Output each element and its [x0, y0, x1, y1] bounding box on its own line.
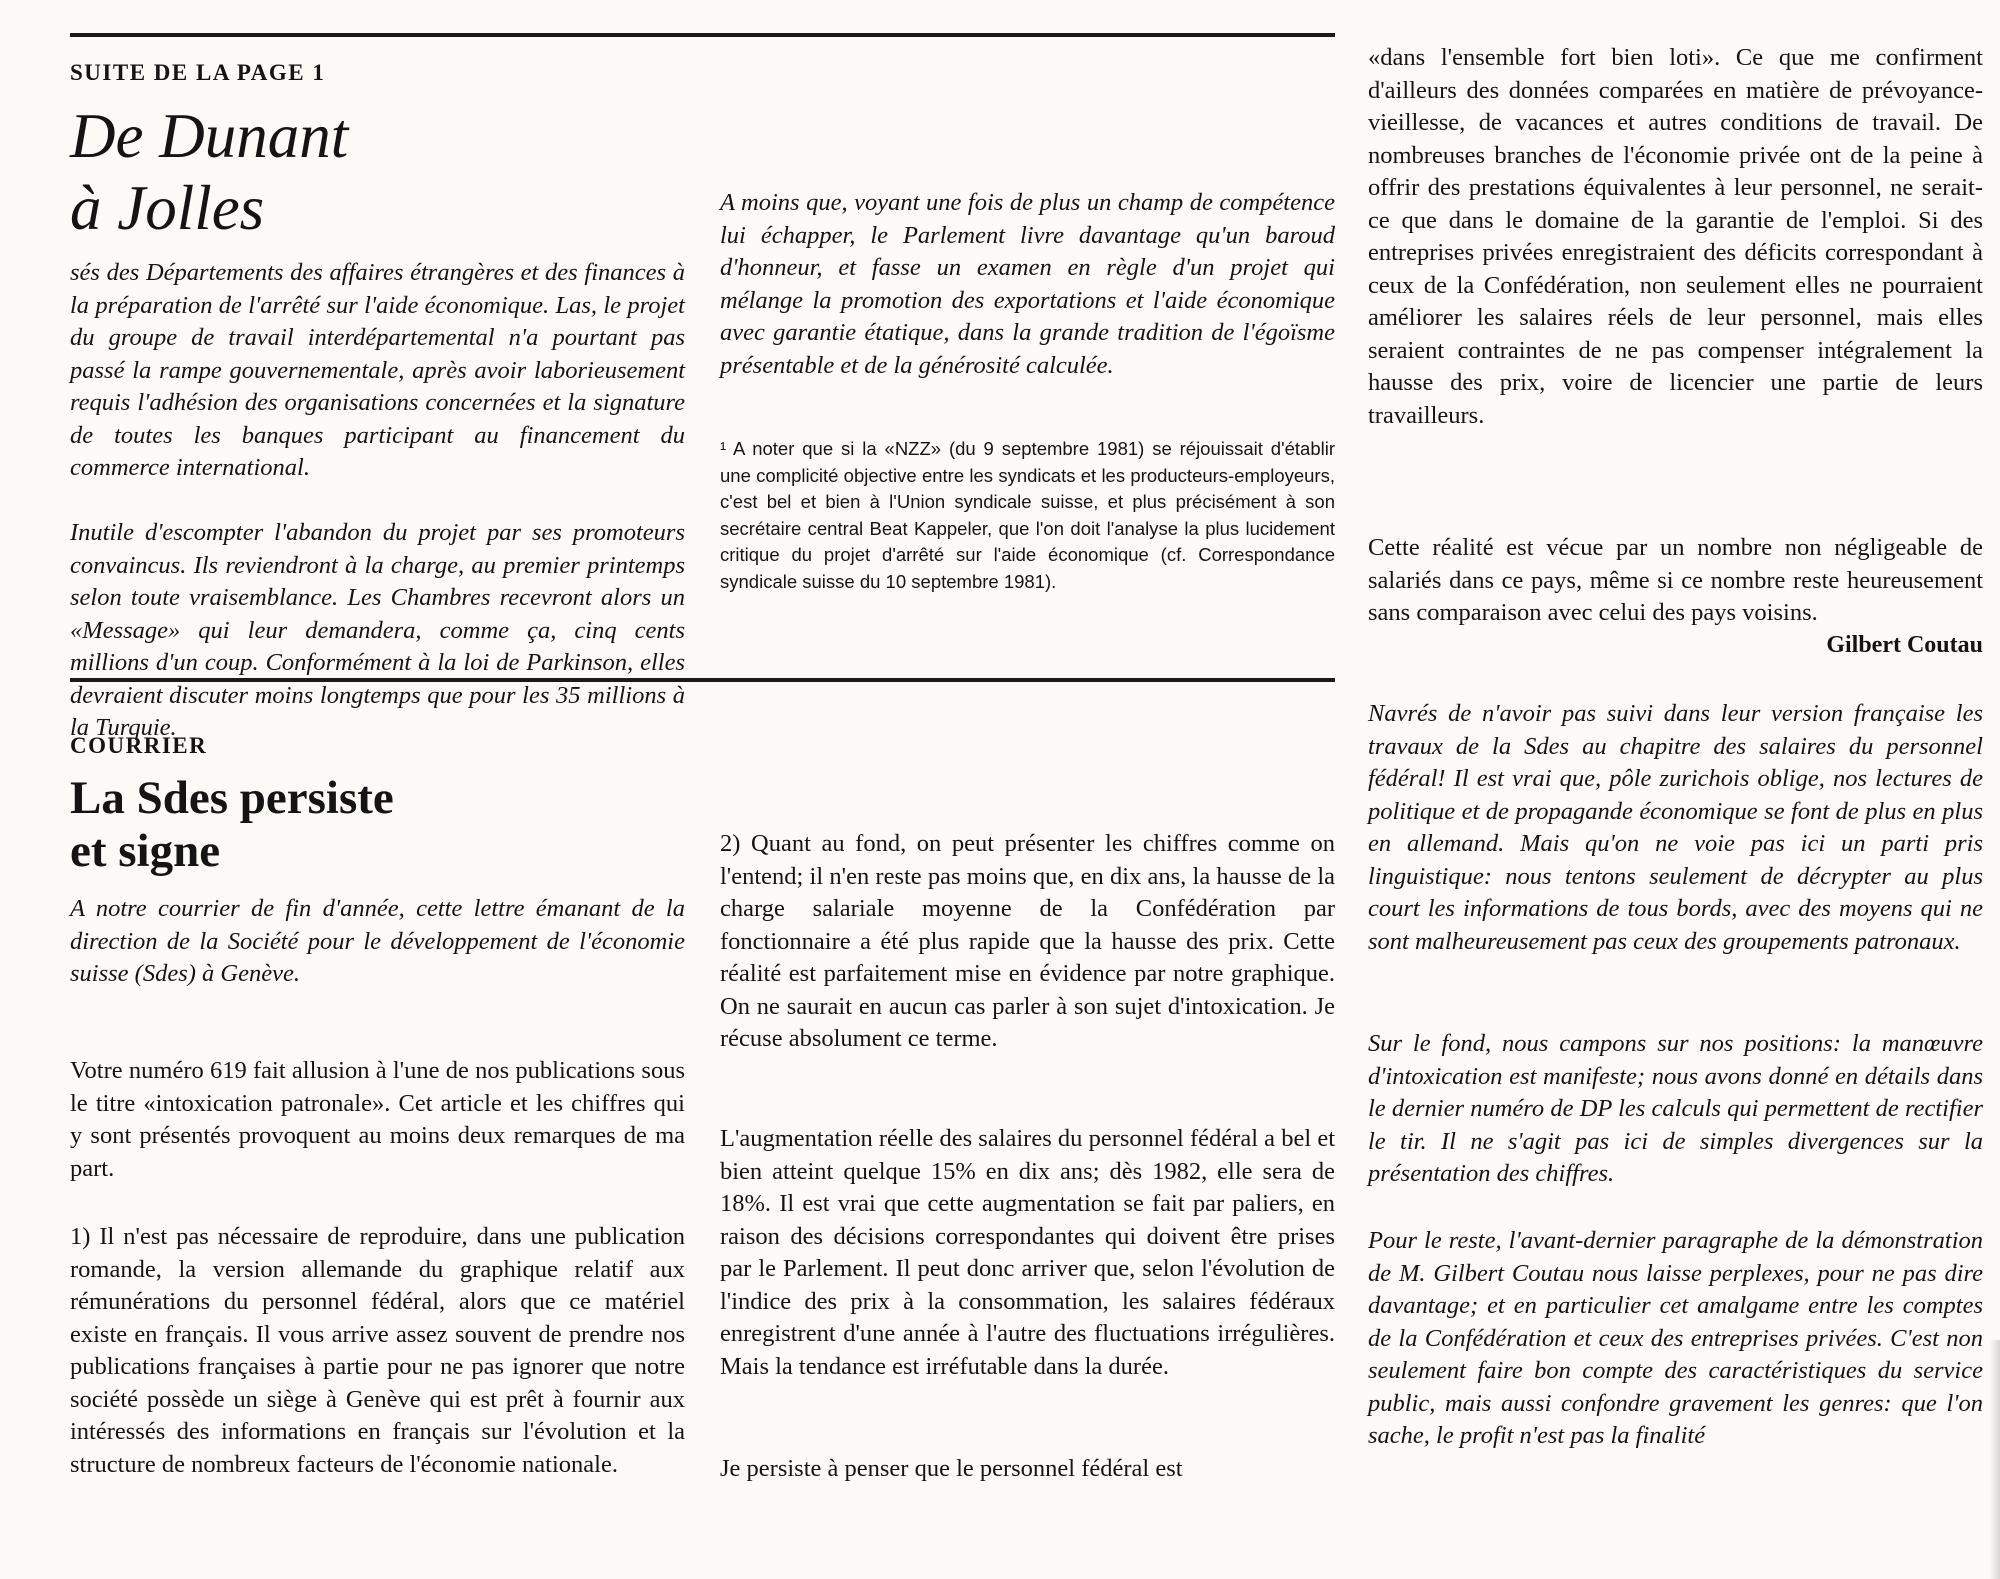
bottom-paragraph4: L'augmentation réelle des salaires du personnel fédéral a bel et bien atteint quelque 15% en dix ans; dès 1982, elle sera de 18%. Il est vrai que cette augmentation se fait par paliers, en raison des décisions correspondantes qui doivent être prises par le Parlement. Il peut donc arriver que, selon l'évolution de l'indice des prix à la consommation, les salaires fédéraux enregistrent d'une année à l'autre des fluctuations irrégulières. Mais la tendance est irréfutable dans la durée.: [720, 1125, 1335, 1380]
bottom-kicker: COURRIER: [70, 733, 208, 758]
bottom-title-line1: La Sdes persiste: [70, 772, 394, 824]
bottom-title: [70, 772, 670, 878]
page-edge-shadow: [1990, 1340, 2000, 1579]
top-col2-paragraph2: A moins que, voyant une fois de plus un champ de compétence lui échapper, le Parlement livre davantage qu'un baroud d'honneur, et fasse un examen en règle d'un projet qui mélange la promotion des exportations et l'aide économique avec garantie étatique, dans la grande tradition de l'égoïsme présentable et de la générosité calculée.: [720, 189, 1335, 379]
bottom-paragraph5: Je persiste à penser que le personnel fédéral est: [720, 1455, 1183, 1482]
top-kicker: SUITE DE LA PAGE 1: [70, 60, 326, 85]
top-title: [70, 100, 670, 244]
top-col1-paragraph2: Inutile d'escompter l'abandon du projet par ses promoteurs convaincus. Ils reviendront à la charge, au premier printemps selon toute vraisemblance. Les Chambres recevront alors un «Message» qui leur demandera, comme ça, cinq cents millions d'un coup. Conformément à la loi de Parkinson, elles devraient discuter moins longtemps que pour les 35 millions à la Turquie.: [70, 519, 685, 741]
top-footnote: ¹ A noter que si la «NZZ» (du 9 septembre 1981) se réjouissait d'établir une complicité objective entre les syndicats et les producteurs-employeurs, c'est bel et bien à l'Union syndicale suisse, et plus précisément à son secrétaire central Beat Kappeler, que l'on doit l'analyse la plus lucidement critique du projet d'arrêté sur l'aide économique (cf. Correspondance syndicale suisse du 10 septembre 1981).: [720, 438, 1335, 592]
top-rule: [70, 33, 1335, 37]
bottom-paragraph2: 1) Il n'est pas nécessaire de reproduire, dans une publication romande, la version allemande du graphique relatif aux rémunérations du personnel fédéral, alors que ce matériel existe en français. Il vous arrive assez souvent de prendre nos publications françaises à partie pour ne pas ignorer que notre société possède un siège à Genève qui est prêt à fournir aux intéressés des informations en français sur l'évolution et la structure de nombreux facteurs de l'économie nationale.: [70, 1223, 685, 1478]
bottom-title-line2: et signe: [70, 825, 221, 877]
bottom-paragraph1: Votre numéro 619 fait allusion à l'une de nos publications sous le titre «intoxication patronale». Cet article et les chiffres qui y sont présentés provoquent au moins deux remarques de ma part.: [70, 1057, 685, 1182]
top-col3-paragraph1: «dans l'ensemble fort bien loti». Ce que me confirment d'ailleurs des données comparées en matière de prévoyance-vieillesse, de vacances et autres conditions de travail. De nombreuses branches de l'économie privée ont de la peine à offrir des prestations équivalentes à leur personnel, ne serait-ce que dans le domaine de la garantie de l'emploi. Si des entreprises privées enregistraient des déficits correspondant à ceux de la Confédération, non seulement elles ne pourraient améliorer les salaires réels de leur personnel, mais elles seraient contraintes de ne pas compenser intégralement la hausse des prix, voire de licencier une partie de leurs travailleurs.: [1368, 44, 1983, 429]
bottom-col3-paragraph2: Sur le fond, nous campons sur nos positions: la manœuvre d'intoxication est manifeste; nous avons donné en détails dans le dernier numéro de DP les calculs qui permettent de rectifier le tir. Il ne s'agit pas ici de simples divergences sur la présentation des chiffres.: [1368, 1030, 1983, 1187]
top-title-line1: De Dunant: [70, 101, 349, 171]
signature: Gilbert Coutau: [1826, 632, 1983, 658]
bottom-col3-paragraph3: Pour le reste, l'avant-dernier paragraphe de la démonstration de M. Gilbert Coutau nous laisse perplexes, pour ne pas dire davantage; et en particulier cet amalgame entre les comptes de la Confédération et ceux des entreprises privées. C'est non seulement faire bon compte des caractéristiques du service public, mais aussi confondre gravement les genres: que l'on sache, le profit n'est pas la finalité: [1368, 1227, 1983, 1449]
top-col1-paragraph1: sés des Départements des affaires étrangères et des finances à la préparation de l'arrêté sur l'aide économique. Las, le projet du groupe de travail interdépartemental n'a pourtant pas passé la rampe gouvernementale, après avoir laborieusement requis l'adhésion des organisations concernées et la signature de toutes les banques participant au financement du commerce international.: [70, 259, 685, 481]
top-title-line2: à Jolles: [70, 173, 265, 243]
bottom-paragraph3: 2) Quant au fond, on peut présenter les chiffres comme on l'entend; il n'en reste pas moins que, en dix ans, la hausse de la charge salariale moyenne de la Confédération par fonctionnaire a été plus rapide que la hausse des prix. Cette réalité est parfaitement mise en évidence par notre graphique. On ne saurait en aucun cas parler à son sujet d'intoxication. Je récuse absolument ce terme.: [720, 830, 1335, 1052]
bottom-intro: A notre courrier de fin d'année, cette lettre émanant de la direction de la Société pour le développement de l'économie suisse (Sdes) à Genève.: [70, 895, 685, 987]
top-col3-paragraph2: Cette réalité est vécue par un nombre non négligeable de salariés dans ce pays, même si ce nombre reste heureusement sans comparaison avec celui des pays voisins.: [1368, 534, 1983, 626]
bottom-col3-paragraph1: Navrés de n'avoir pas suivi dans leur version française les travaux de la Sdes au chapitre des salaires du personnel fédéral! Il est vrai que, pôle zurichois oblige, nos lectures de politique et de propagande économique se font de plus en plus en allemand. Mais qu'on ne voie pas ici un parti pris linguistique: nous tentons seulement de décrypter au plus court les informations de tous bords, avec des moyens qui ne sont malheureusement pas ceux des groupements patronaux.: [1368, 700, 1983, 955]
